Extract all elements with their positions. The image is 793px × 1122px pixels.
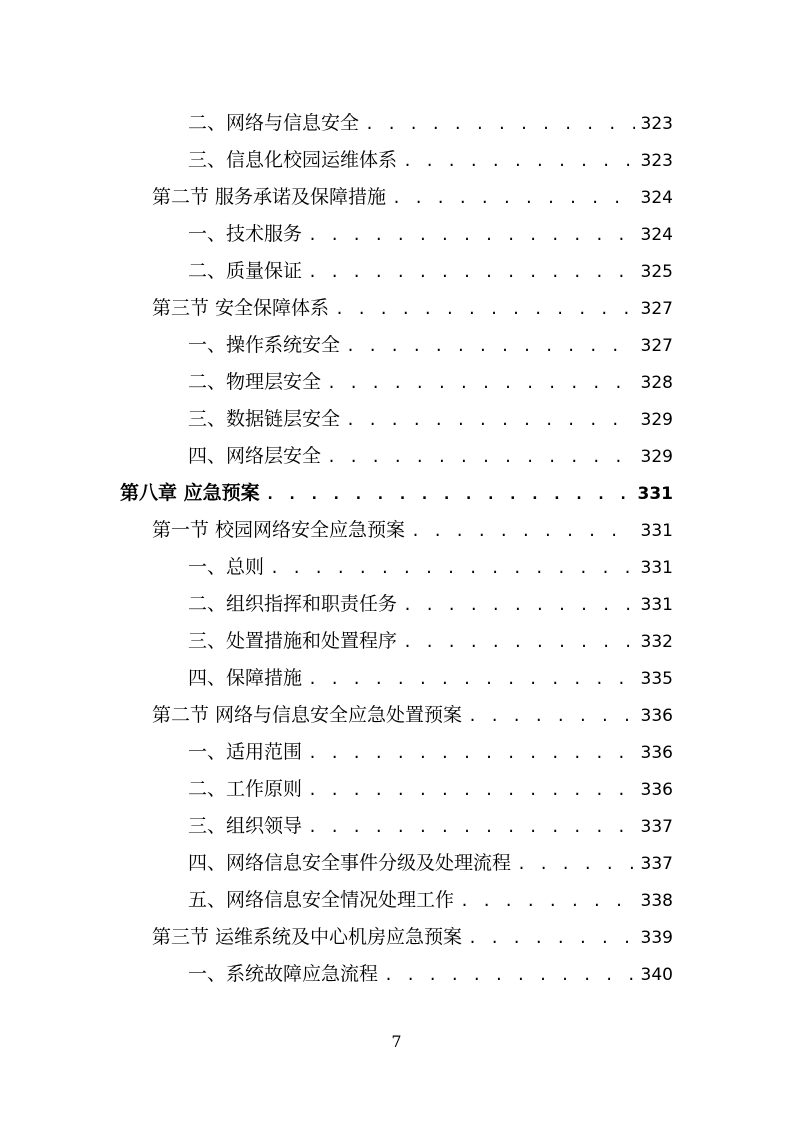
- toc-leader-dots: [517, 855, 635, 873]
- toc-leader-dots: [411, 522, 635, 540]
- toc-leader-dots: [308, 263, 635, 281]
- toc-page-number: 336: [640, 706, 673, 726]
- toc-leader-dots: [468, 707, 635, 725]
- toc-entry[interactable]: [188, 663, 673, 690]
- toc-entry[interactable]: [188, 404, 673, 431]
- toc-entry[interactable]: [188, 848, 673, 875]
- toc-entry[interactable]: [152, 515, 673, 542]
- toc-chapter-entry[interactable]: [120, 478, 673, 505]
- toc-entry-label: 第一节 校园网络安全应急预案: [152, 519, 406, 541]
- toc-entry[interactable]: [188, 737, 673, 764]
- toc-page-number: 340: [640, 965, 673, 985]
- toc-entry-label: 一、系统故障应急流程: [188, 963, 379, 985]
- toc-leader-dots: [403, 596, 635, 614]
- toc-leader-dots: [308, 226, 635, 244]
- toc-entry-label: 三、信息化校园运维体系: [188, 149, 398, 171]
- toc-leader-dots: [365, 115, 635, 133]
- toc-entry-label: 四、网络层安全: [188, 445, 322, 467]
- toc-leader-dots: [270, 559, 635, 577]
- toc-page-number: 324: [640, 225, 673, 245]
- toc-entry[interactable]: [188, 626, 673, 653]
- toc-page-number: 325: [640, 262, 673, 282]
- toc-page-number: 335: [640, 669, 673, 689]
- toc-entry-label: 第二节 网络与信息安全应急处置预案: [152, 704, 463, 726]
- toc-page-number: 323: [640, 114, 673, 134]
- toc-leader-dots: [327, 374, 635, 392]
- toc-entry-label: 二、工作原则: [188, 778, 303, 800]
- toc-entry[interactable]: [152, 700, 673, 727]
- toc-page-number: 324: [640, 188, 673, 208]
- toc-leader-dots: [403, 152, 635, 170]
- toc-leader-dots: [403, 633, 635, 651]
- toc-entry-label: 三、处置措施和处置程序: [188, 630, 398, 652]
- toc-page-number: 339: [640, 928, 673, 948]
- toc-entry[interactable]: [188, 774, 673, 801]
- toc-leader-dots: [346, 411, 635, 429]
- toc-leader-dots: [308, 781, 635, 799]
- toc-entry-label: 二、网络与信息安全: [188, 112, 360, 134]
- toc-leader-dots: [384, 966, 635, 984]
- page-number-footer: 7: [391, 1032, 402, 1051]
- toc-leader-dots: [346, 337, 635, 355]
- toc-page-number: 337: [640, 817, 673, 837]
- toc-entry[interactable]: [188, 256, 673, 283]
- toc-entry[interactable]: [152, 182, 673, 209]
- toc-entry[interactable]: [188, 145, 673, 172]
- toc-entry[interactable]: [152, 922, 673, 949]
- toc-page-number: 331: [637, 484, 673, 504]
- toc-leader-dots: [308, 744, 635, 762]
- toc-page-number: 336: [640, 780, 673, 800]
- toc-leader-dots: [392, 189, 635, 207]
- toc-page-number: 331: [640, 521, 673, 541]
- toc-entry[interactable]: [188, 367, 673, 394]
- toc-entry-label: 第八章 应急预案: [120, 482, 260, 504]
- toc-leader-dots: [327, 448, 635, 466]
- toc-entry-label: 三、组织领导: [188, 815, 303, 837]
- toc-page-number: 337: [640, 854, 673, 874]
- toc-leader-dots: [460, 892, 635, 910]
- toc-entry-label: 三、数据链层安全: [188, 408, 341, 430]
- toc-page-number: 338: [640, 891, 673, 911]
- toc-entry[interactable]: [188, 441, 673, 468]
- toc-entry[interactable]: [188, 552, 673, 579]
- toc-entry-label: 四、网络信息安全事件分级及处理流程: [188, 852, 512, 874]
- toc-page-number: 327: [640, 299, 673, 319]
- toc-page-number: 329: [640, 410, 673, 430]
- toc-page-number: 331: [640, 595, 673, 615]
- toc-entry-label: 第三节 安全保障体系: [152, 297, 330, 319]
- toc-page-number: 329: [640, 447, 673, 467]
- toc-leader-dots: [308, 818, 635, 836]
- toc-entry-label: 一、操作系统安全: [188, 334, 341, 356]
- toc-entry-label: 一、技术服务: [188, 223, 303, 245]
- toc-entry-label: 四、保障措施: [188, 667, 303, 689]
- toc-page-number: 323: [640, 151, 673, 171]
- toc-leader-dots: [266, 485, 632, 503]
- toc-leader-dots: [468, 929, 635, 947]
- toc-entry[interactable]: [188, 885, 673, 912]
- toc-leader-dots: [308, 670, 635, 688]
- toc-entry-label: 第二节 服务承诺及保障措施: [152, 186, 387, 208]
- toc-page-number: 332: [640, 632, 673, 652]
- toc-page-number: 336: [640, 743, 673, 763]
- toc-page-number: 328: [640, 373, 673, 393]
- toc-entry-label: 二、质量保证: [188, 260, 303, 282]
- toc-entry[interactable]: [188, 108, 673, 135]
- toc-entry-label: 第三节 运维系统及中心机房应急预案: [152, 926, 463, 948]
- toc-entry[interactable]: [188, 959, 673, 986]
- toc-entry[interactable]: [152, 293, 673, 320]
- toc-entry-label: 五、网络信息安全情况处理工作: [188, 889, 455, 911]
- toc-entry-label: 一、适用范围: [188, 741, 303, 763]
- toc-entry[interactable]: [188, 219, 673, 246]
- toc-entry-label: 二、组织指挥和职责任务: [188, 593, 398, 615]
- toc-entry[interactable]: [188, 330, 673, 357]
- toc-page-number: 331: [640, 558, 673, 578]
- toc-entry[interactable]: [188, 589, 673, 616]
- toc-entry[interactable]: [188, 811, 673, 838]
- toc-entry-label: 二、物理层安全: [188, 371, 322, 393]
- toc-page-number: 327: [640, 336, 673, 356]
- toc-entry-label: 一、总则: [188, 556, 265, 578]
- toc-leader-dots: [335, 300, 635, 318]
